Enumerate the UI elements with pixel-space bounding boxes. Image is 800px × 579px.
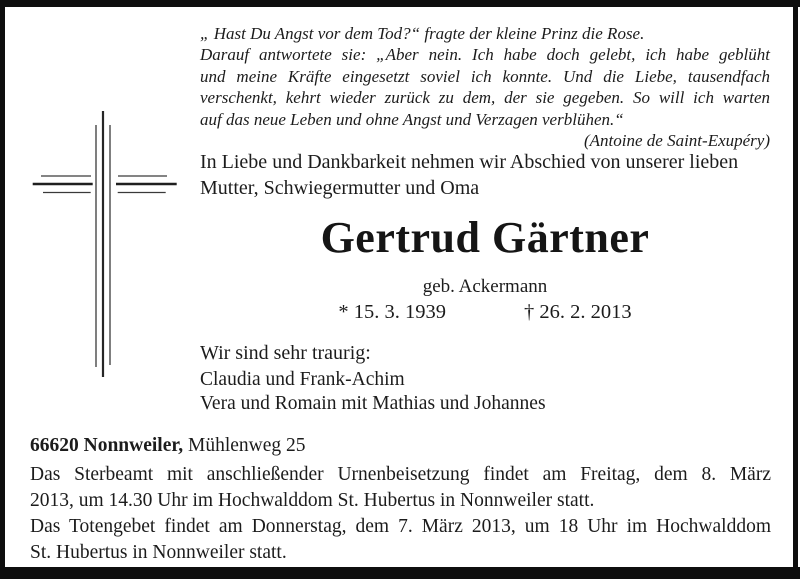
prayer-service-info: [30, 514, 771, 566]
service-info-line: St. Hubertus in Nonnweiler statt.: [30, 542, 287, 563]
address-street: Mühlenweg 25: [188, 435, 306, 456]
farewell-intro: [200, 150, 775, 201]
frame-left-bar: [0, 0, 5, 579]
frame-bottom-bar: [0, 567, 800, 579]
quote-attribution: (Antoine de Saint-Exupéry): [584, 131, 770, 151]
maiden-name: geb. Ackermann: [422, 276, 548, 297]
address-line: [30, 434, 771, 458]
life-dates: [200, 300, 770, 324]
birth-date: * 15. 3. 1939: [338, 301, 446, 323]
frame-top-bar: [0, 0, 800, 7]
address-city: 66620 Nonnweiler,: [30, 435, 184, 456]
quote-line: verschenkt, kehrt wieder zurück zu dem, der sie gegeben. So will ich warten: [200, 88, 770, 108]
mourning-lead: Wir sind sehr traurig:: [200, 342, 371, 364]
mourner-line: Vera und Romain mit Mathias und Johannes: [200, 392, 546, 414]
funeral-service-info: [30, 462, 771, 514]
service-info-line: Das Sterbeamt mit anschließender Urnenbeisetzung findet am Freitag, dem 8. März: [30, 464, 771, 485]
cross-icon: [12, 98, 182, 388]
mourner-line: Claudia und Frank-Achim: [200, 369, 405, 390]
quote-line: Darauf antwortete sie: „Aber nein. Ich habe doch gelebt, ich habe geblüht: [200, 45, 770, 65]
deceased-name: Gertrud Gärtner: [320, 213, 650, 262]
quote-line: „ Hast Du Angst vor dem Tod?“ fragte der kleine Prinz die Rose.: [200, 24, 645, 43]
quote-line: und meine Kräfte eingesetzt soviel ich konnte. Und die Liebe, tausendfach: [200, 66, 770, 86]
death-date: † 26. 2. 2013: [524, 301, 632, 323]
service-info-line: 2013, um 14.30 Uhr im Hochwalddom St. Hubertus in Nonnweiler statt.: [30, 490, 595, 511]
frame-right-bar: [793, 0, 798, 579]
memorial-quote: [200, 23, 770, 151]
farewell-intro-line: In Liebe und Dankbarkeit nehmen wir Abschied von unserer lieben: [200, 151, 739, 173]
mourners-list: [200, 368, 770, 415]
farewell-intro-line: Mutter, Schwiegermutter und Oma: [200, 176, 480, 199]
service-info-line: Das Totengebet findet am Donnerstag, dem 7. März 2013, um 18 Uhr im Hochwalddom: [30, 516, 771, 537]
quote-line: auf das neue Leben und ohne Angst und Verzagen verblühen.“: [200, 109, 624, 129]
